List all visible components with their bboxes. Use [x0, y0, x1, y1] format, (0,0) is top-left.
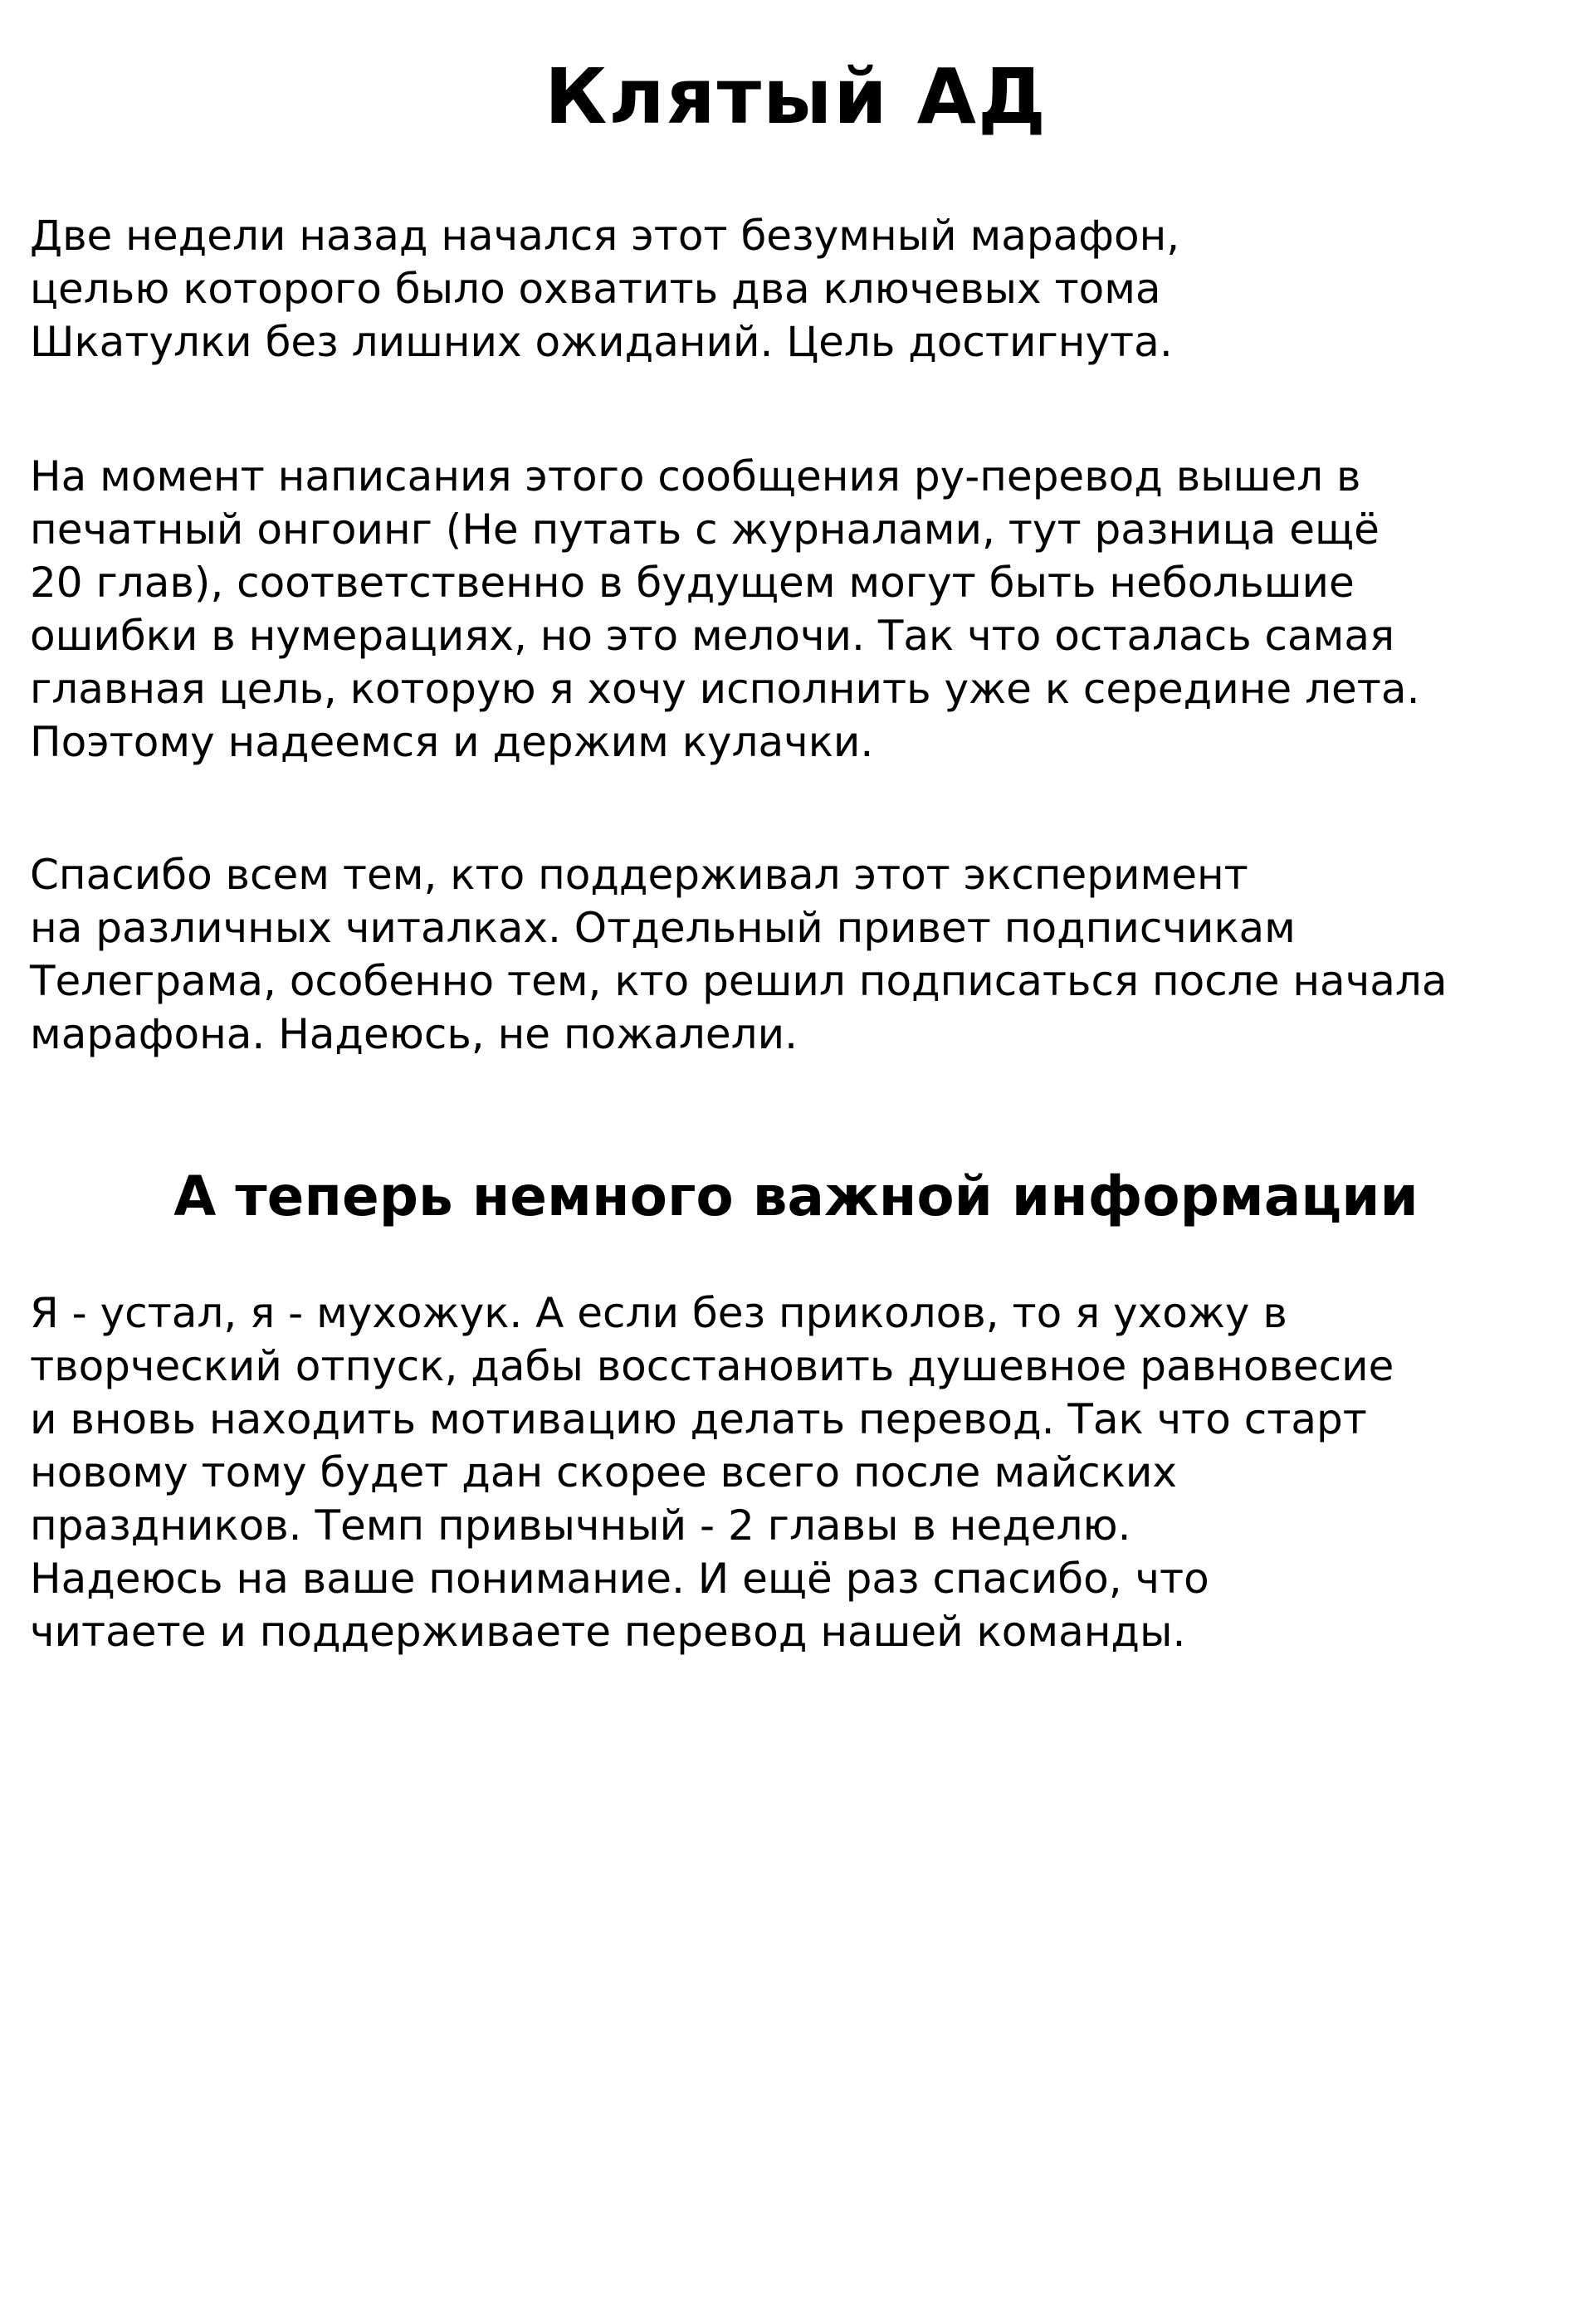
text-line: Я - устал, я - мухожук. А если без приколов, то я ухожу в — [30, 1289, 1287, 1337]
text-line: Поэтому надеемся и держим кулачки. — [30, 718, 874, 766]
section-heading: А теперь немного важной информации — [173, 1164, 1419, 1228]
text-line: Телеграма, особенно тем, кто решил подписаться после начала — [30, 957, 1448, 1005]
text-line: Надеюсь на ваше понимание. И ещё раз спасибо, что — [30, 1555, 1209, 1603]
paragraph-announcement — [30, 1286, 1394, 1658]
text-line: Две недели назад начался этот безумный марафон, — [30, 212, 1180, 260]
paragraph-thanks — [30, 848, 1447, 1061]
text-line: целью которого было охватить два ключевых тома — [30, 265, 1161, 313]
text-line: печатный онгоинг (Не путать с журналами, тут разница ещё — [30, 505, 1380, 554]
text-line: новому тому будет дан скорее всего после майских — [30, 1448, 1177, 1496]
text-line: На момент написания этого сообщения ру-перевод вышел в — [30, 452, 1361, 500]
text-line: на различных читалках. Отдельный привет подписчикам — [30, 904, 1296, 952]
text-line: творческий отпуск, дабы восстановить душевное равновесие — [30, 1342, 1394, 1390]
text-line: Спасибо всем тем, кто поддерживал этот эксперимент — [30, 851, 1248, 899]
paragraph-status — [30, 450, 1419, 769]
text-line: 20 глав), соответственно в будущем могут быть небольшие — [30, 559, 1355, 607]
text-line: главная цель, которую я хочу исполнить уже к середине лета. — [30, 665, 1420, 713]
text-line: читаете и поддерживаете перевод нашей команды. — [30, 1608, 1186, 1656]
text-line: праздников. Темп привычный - 2 главы в неделю. — [30, 1501, 1131, 1550]
text-line: ошибки в нумерациях, но это мелочи. Так что осталась самая — [30, 612, 1395, 660]
paragraph-intro — [30, 209, 1179, 369]
text-line: и вновь находить мотивацию делать перевод. Так что старт — [30, 1395, 1367, 1443]
page-title: Клятый АД — [545, 52, 1047, 141]
text-line: Шкатулки без лишних ожиданий. Цель достигнута. — [30, 318, 1173, 366]
text-line: марафона. Надеюсь, не пожалели. — [30, 1010, 798, 1058]
